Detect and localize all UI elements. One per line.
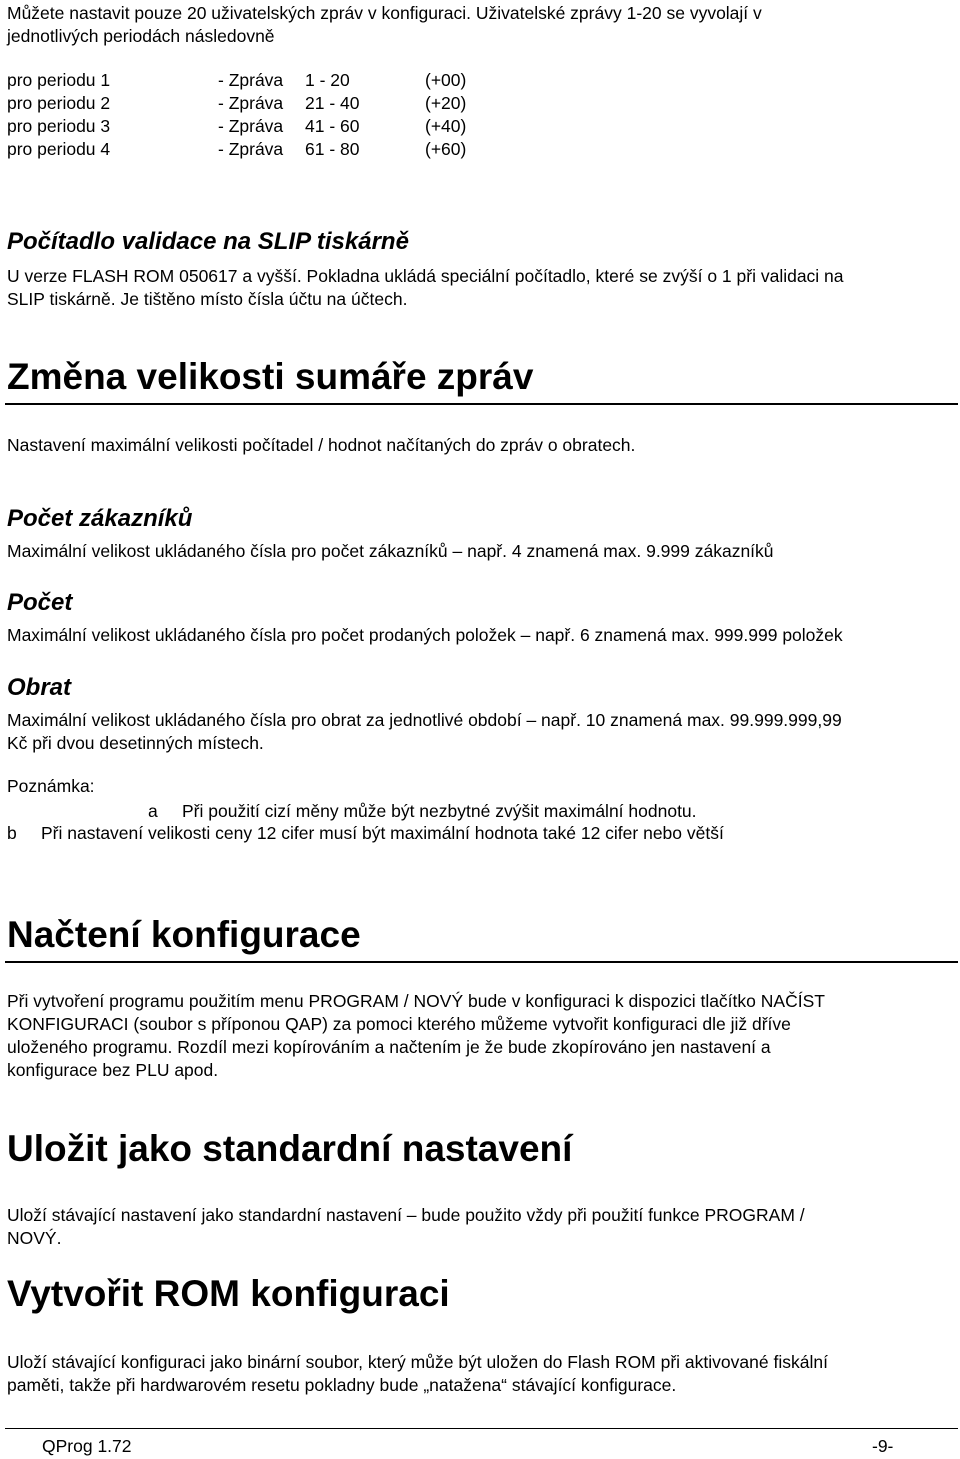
load-config-line-2: KONFIGURACI (soubor s příponou QAP) za pomoci kterého můžeme vytvořit konfiguraci dle již dříve [7, 1014, 791, 1034]
load-config-line-1: Při vytvoření programu použitím menu PROGRAM / NOVÝ bude v konfiguraci k dispozici tlačítko NAČÍST [7, 991, 825, 1011]
rom-config-line-1: Uloží stávající konfiguraci jako binární soubor, který může být uložen do Flash ROM při aktivované fiskální [7, 1352, 828, 1372]
items-count-text: Maximální velikost ukládaného čísla pro počet prodaných položek – např. 6 znamená max. 999.999 položek [7, 625, 843, 645]
period-range: 61 - 80 [305, 139, 360, 159]
intro-line-2: jednotlivých periodách následovně [7, 26, 275, 46]
note-a-letter: a [148, 801, 158, 821]
footer-version: QProg 1.72 [42, 1436, 132, 1456]
slip-text-line-2: SLIP tiskárně. Je tištěno místo čísla účtu na účtech. [7, 289, 408, 309]
period-message: - Zpráva [218, 116, 284, 136]
note-label: Poznámka: [7, 776, 95, 796]
summary-intro-text: Nastavení maximální velikosti počítadel / hodnot načítaných do zpráv o obratech. [7, 435, 636, 455]
period-range: 21 - 40 [305, 93, 360, 113]
customers-count-heading: Počet zákazníků [7, 505, 193, 532]
turnover-text-line-2: Kč při dvou desetinných místech. [7, 733, 264, 753]
save-default-line-2: NOVÝ. [7, 1228, 62, 1248]
period-offset: (+00) [425, 70, 467, 90]
heading-divider [5, 961, 958, 963]
note-b-text: Při nastavení velikosti ceny 12 cifer musí být maximální hodnota také 12 cifer nebo větší [41, 823, 724, 843]
period-range: 1 - 20 [305, 70, 350, 90]
save-default-line-1: Uloží stávající nastavení jako standardní nastavení – bude použito vždy při použití funkce PROGRAM / [7, 1205, 805, 1225]
load-config-line-4: konfigurace bez PLU apod. [7, 1060, 219, 1080]
turnover-heading: Obrat [7, 674, 72, 701]
period-message: - Zpráva [218, 70, 284, 90]
footer-divider [5, 1428, 958, 1429]
customers-count-text: Maximální velikost ukládaného čísla pro počet zákazníků – např. 4 znamená max. 9.999 zákazníků [7, 541, 774, 561]
period-message: - Zpráva [218, 93, 284, 113]
period-offset: (+40) [425, 116, 467, 136]
turnover-text-line-1: Maximální velikost ukládaného čísla pro obrat za jednotlivé období – např. 10 znamená max. 99.999.999,99 [7, 710, 842, 730]
intro-line-1: Můžete nastavit pouze 20 uživatelských zpráv v konfiguraci. Uživatelské zprávy 1-20 se vyvolají v [7, 3, 762, 23]
note-a-text: Při použití cizí měny může být nezbytné zvýšit maximální hodnotu. [182, 801, 697, 821]
footer-page-number: -9- [872, 1436, 894, 1456]
period-message: - Zpráva [218, 139, 284, 159]
load-config-line-3: uloženého programu. Rozdíl mezi kopírováním a načtením je že bude zkopírováno jen nastavení a [7, 1037, 771, 1057]
summary-size-heading: Změna velikosti sumáře zpráv [7, 356, 534, 397]
rom-config-line-2: paměti, takže při hardwarovém resetu pokladny bude „natažena“ stávající konfigurace. [7, 1375, 677, 1395]
rom-config-heading: Vytvořit ROM konfiguraci [7, 1273, 450, 1314]
period-offset: (+20) [425, 93, 467, 113]
note-b-letter: b [7, 823, 17, 843]
slip-text-line-1: U verze FLASH ROM 050617 a vyšší. Pokladna ukládá speciální počítadlo, které se zvýší o 1 při validaci na [7, 266, 844, 286]
load-config-heading: Načtení konfigurace [7, 914, 361, 955]
save-default-heading: Uložit jako standardní nastavení [7, 1128, 573, 1169]
period-label: pro periodu 2 [7, 93, 111, 113]
period-label: pro periodu 4 [7, 139, 111, 159]
period-range: 41 - 60 [305, 116, 360, 136]
period-offset: (+60) [425, 139, 467, 159]
items-count-heading: Počet [7, 589, 73, 616]
period-label: pro periodu 1 [7, 70, 111, 90]
slip-counter-heading: Počítadlo validace na SLIP tiskárně [7, 228, 409, 255]
heading-divider [5, 403, 958, 405]
period-label: pro periodu 3 [7, 116, 111, 136]
